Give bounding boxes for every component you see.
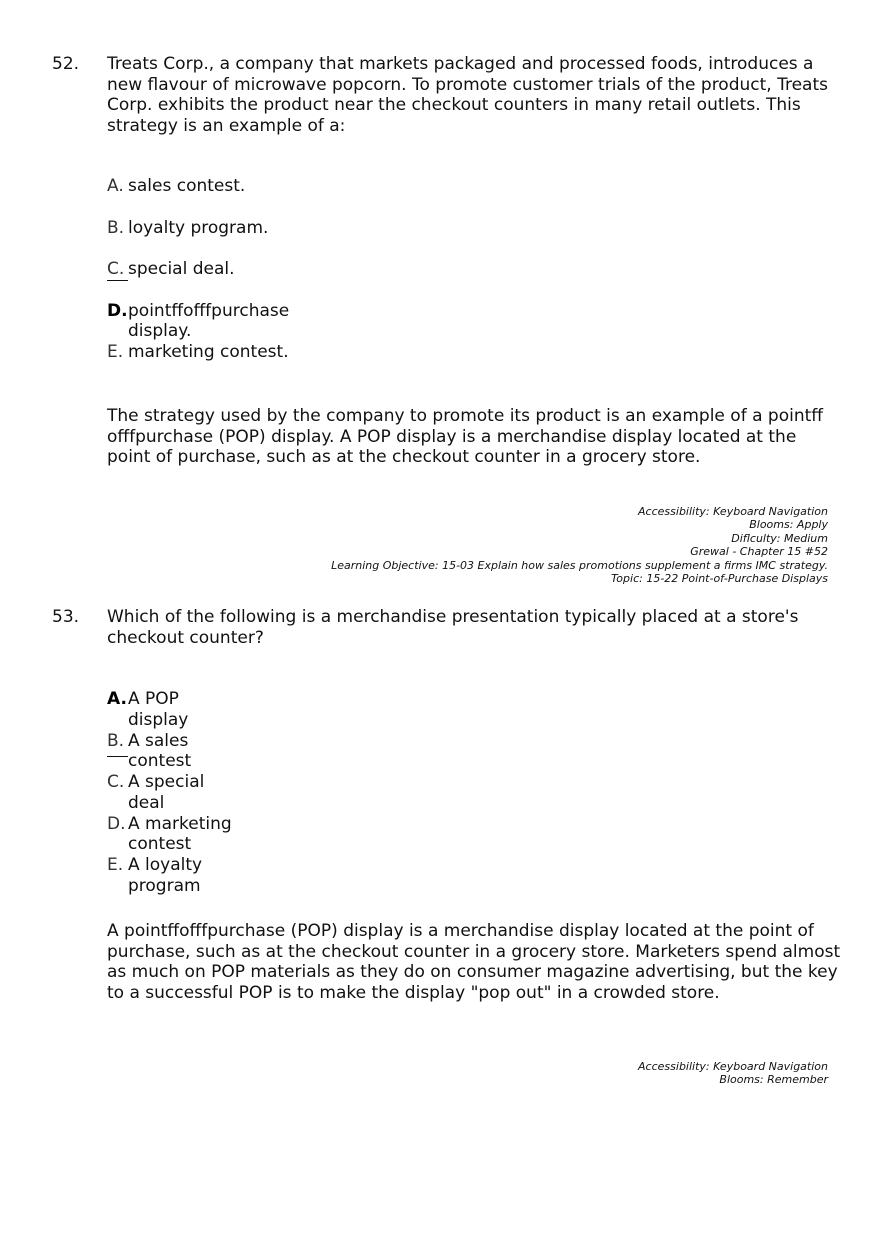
meta-line: Topic: 15-22 Point-of-Purchase Displays <box>610 572 828 586</box>
option-letter: A. <box>107 176 124 196</box>
meta-line: Accessibility: Keyboard Navigation <box>638 1060 828 1073</box>
option-letter: C. <box>107 772 125 792</box>
option-letter: D. <box>107 813 126 834</box>
option-text: A loyalty program <box>128 855 203 896</box>
option-letter: D. <box>107 300 128 321</box>
option-letter: C. <box>107 259 125 279</box>
meta-line: Grewal - Chapter 15 #52 <box>690 545 828 559</box>
option-text: pointffofffpurchase display. <box>128 300 290 341</box>
option-text: A POP display <box>128 689 189 730</box>
meta-line: Blooms: Remember <box>719 1073 828 1087</box>
question-metadata-53 <box>638 1060 828 1087</box>
meta-line: Blooms: Apply <box>749 518 828 532</box>
meta-line: Learning Objective: 15-03 Explain how sales promotions supplement a firms IMC strategy. <box>331 558 828 572</box>
option-letter: B. <box>107 730 125 751</box>
option-letter: E. <box>107 342 124 362</box>
meta-line: Diflculty: Medium <box>731 531 828 545</box>
option-text: A special deal <box>128 772 205 813</box>
question-stem: Treats Corp., a company that markets packaged and processed foods, introduces a new flavour of microwave popcorn. To promote customer trials of the product, Treats Corp. exhibits the product near the checkout counters in many retail outlets. This strategy is an example of a: <box>107 54 828 136</box>
question-number: 53. <box>52 607 80 627</box>
meta-line: Accessibility: Keyboard Navigation <box>638 505 828 518</box>
question-metadata-52 <box>331 505 828 585</box>
option-text: special deal. <box>128 259 235 279</box>
option-letter: E. <box>107 855 124 875</box>
answer-explanation-53: A pointffofffpurchase (POP) display is a merchandise display located at the point of purchase, such as at the checkout counter in a grocery store. Marketers spend almost as much on POP materials as they do on consumer magazine advertising, but the key to a successful POP is to make the display "pop out" in a crowded store. <box>107 921 841 1003</box>
option-text: loyalty program. <box>128 217 269 238</box>
question-number: 52. <box>52 54 80 74</box>
option-letter: A. <box>107 689 127 709</box>
underline-mark <box>107 280 128 281</box>
option-text: marketing contest. <box>128 342 289 362</box>
underline-mark <box>107 756 128 757</box>
option-text: A sales contest <box>128 730 192 771</box>
answer-explanation-52: The strategy used by the company to promote its product is an example of a pointff offfpurchase (POP) display. A POP display is a merchandise display located at the point of purchase, such as at the checkout counter in a grocery store. <box>107 406 823 467</box>
option-letter: B. <box>107 217 125 238</box>
option-text: A marketing contest <box>128 813 232 854</box>
question-stem: Which of the following is a merchandise presentation typically placed at a store's checkout counter? <box>107 607 799 648</box>
option-text: sales contest. <box>128 176 246 196</box>
